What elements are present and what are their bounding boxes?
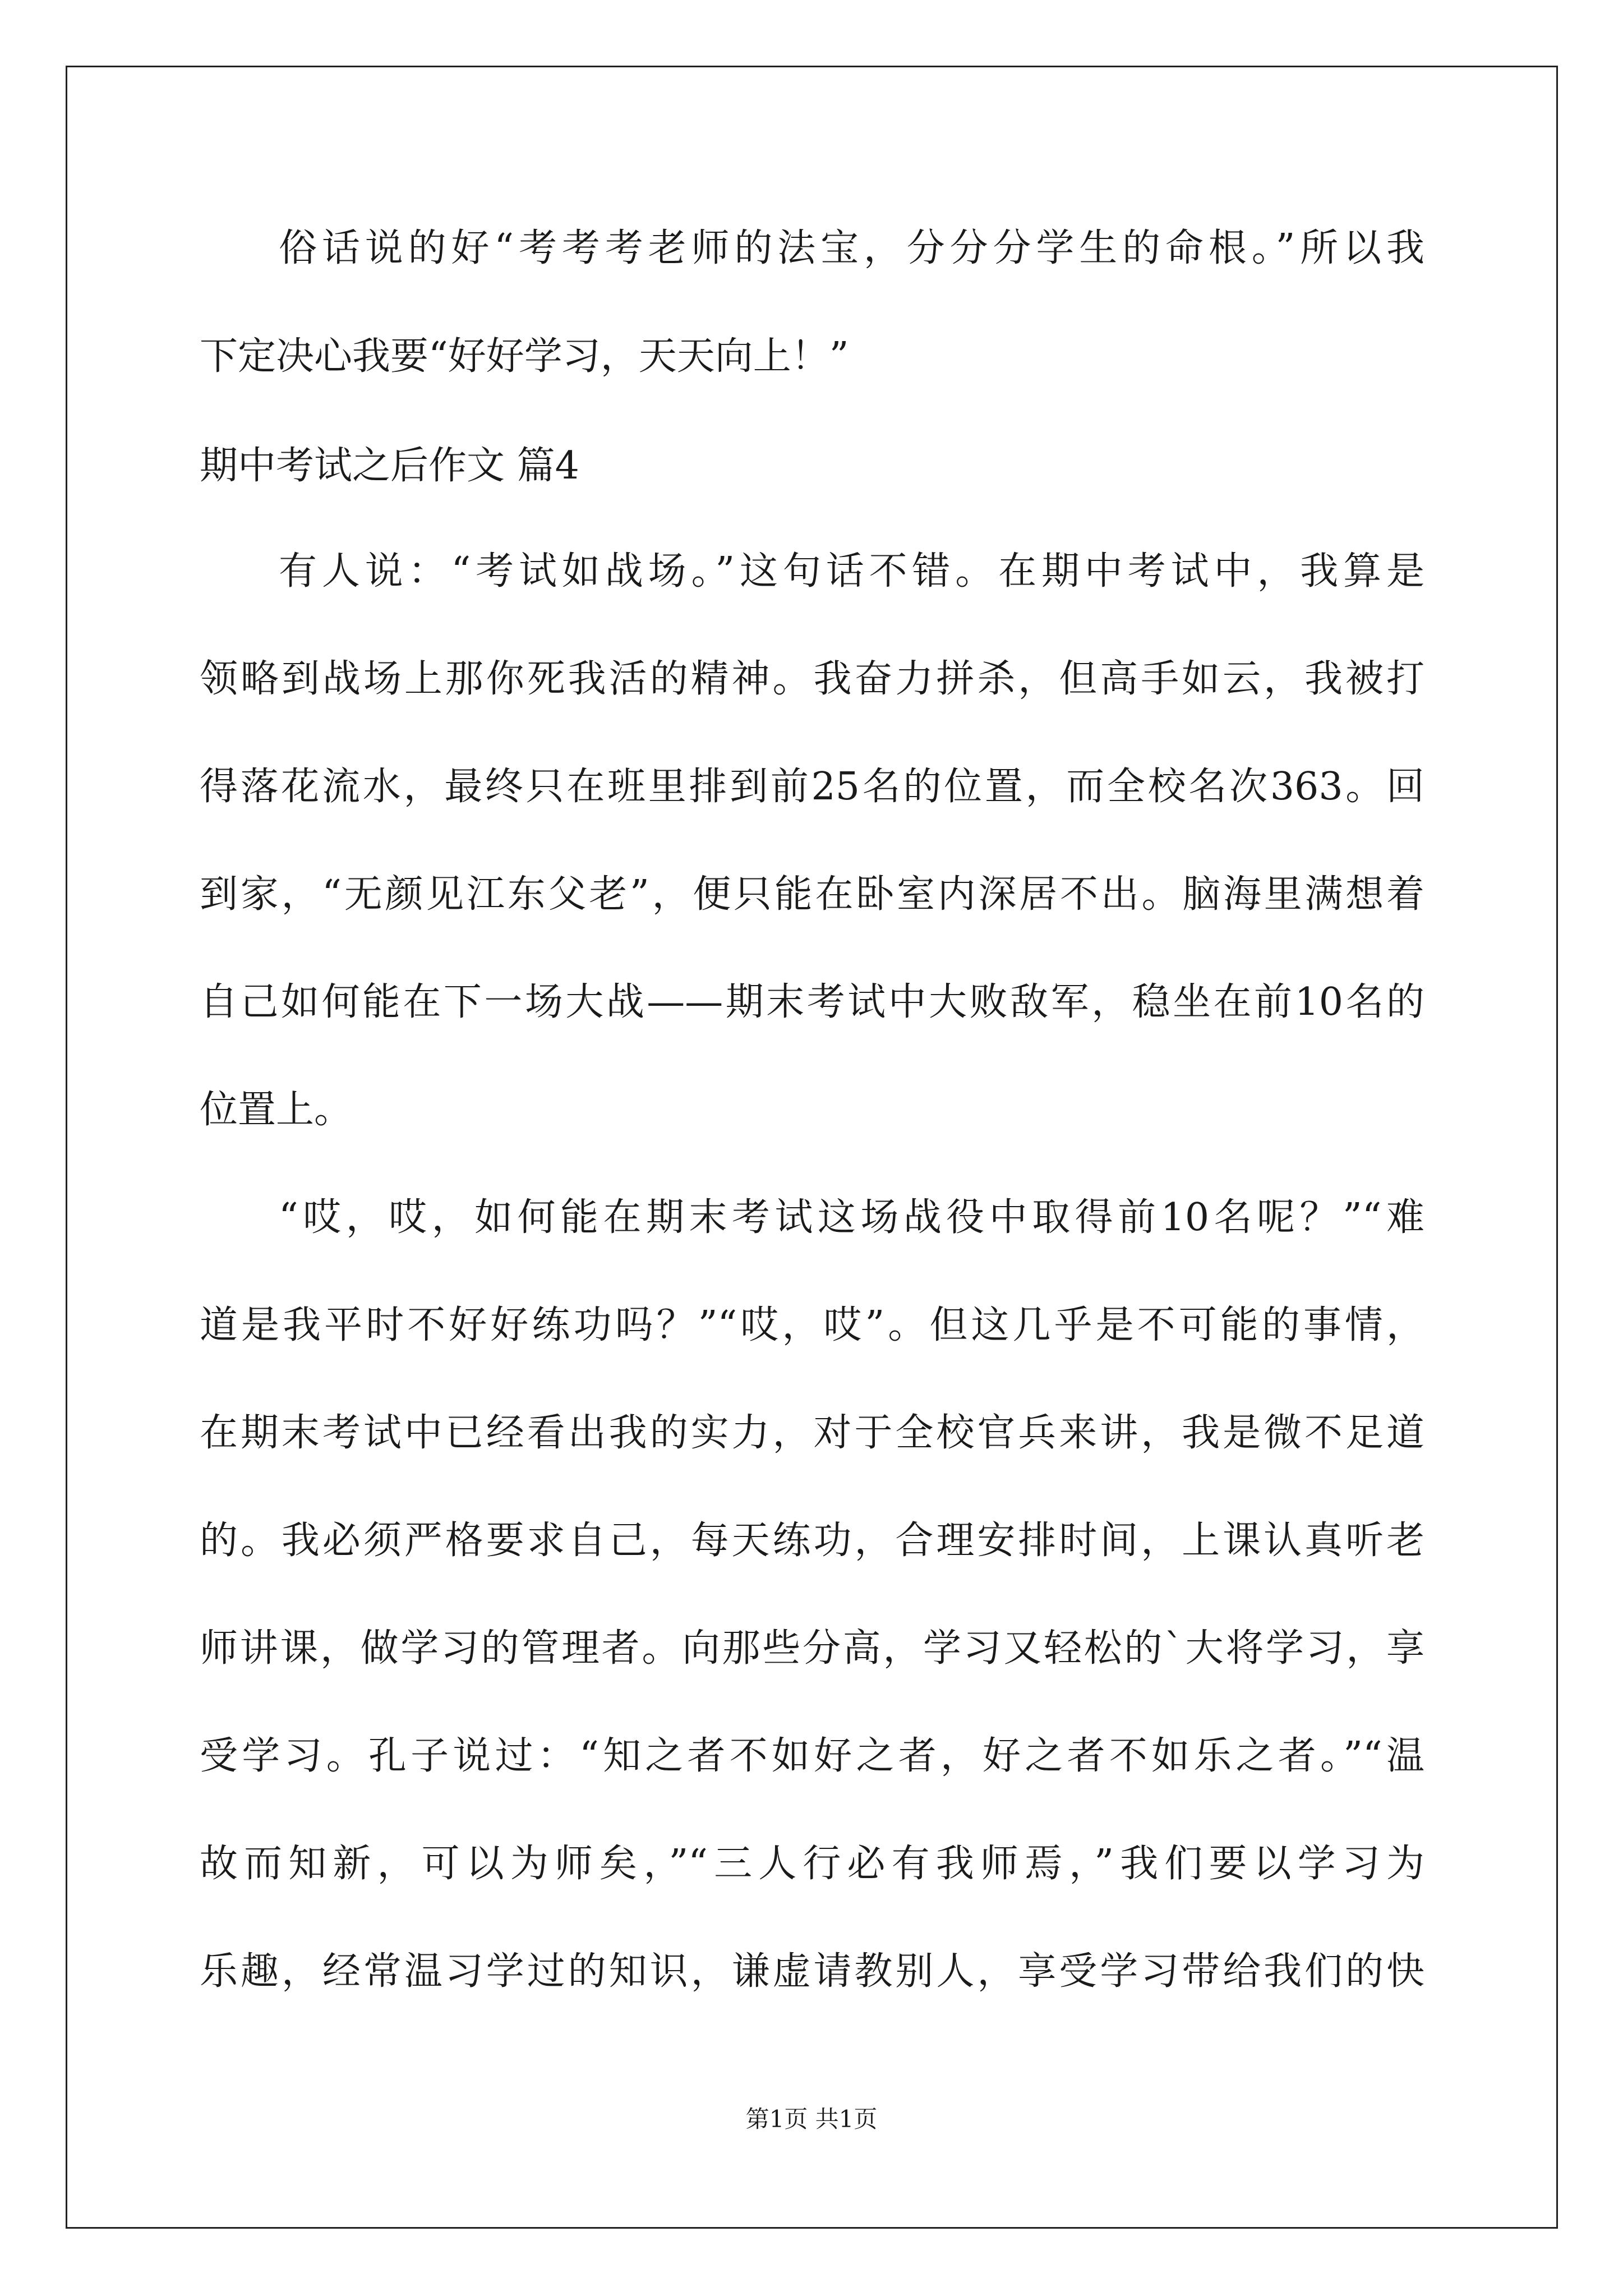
paragraph-line: 有人说：“考试如战场。”这句话不错。在期中考试中，我算是 — [279, 549, 1424, 593]
paragraph-line: 受学习。孔子说过：“知之者不如好之者，好之者不如乐之者。”“温 — [200, 1734, 1424, 1778]
paragraph-line: 得落花流水，最终只在班里排到前25名的位置，而全校名次363。回 — [200, 765, 1424, 809]
paragraph-line: 的。我必须严格要求自己，每天练功，合理安排时间，上课认真听老 — [200, 1519, 1424, 1563]
paragraph-line: 到家，“无颜见江东父老”，便只能在卧室内深居不出。脑海里满想着 — [200, 872, 1424, 917]
paragraph-line: “哎，哎，如何能在期末考试这场战役中取得前10名呢？”“难 — [279, 1195, 1424, 1240]
section-heading: 期中考试之后作文 篇4 — [200, 444, 579, 488]
paragraph-line: 俗话说的好“考考考老师的法宝，分分分学生的命根。”所以我 — [279, 226, 1424, 270]
paragraph-line: 自己如何能在下一场大战——期末考试中大败敌军，稳坐在前10名的 — [200, 980, 1424, 1024]
paragraph-line: 领略到战场上那你死我活的精神。我奋力拼杀，但高手如云，我被打 — [200, 657, 1424, 701]
page-border — [66, 66, 1558, 2229]
paragraph-line: 师讲课，做学习的管理者。向那些分高，学习又轻松的`大将学习，享 — [200, 1626, 1424, 1671]
paragraph-line: 下定决心我要“好好学习，天天向上！” — [200, 334, 849, 379]
page-number-footer: 第1页 共1页 — [745, 2105, 878, 2133]
paragraph-line: 在期末考试中已经看出我的实力，对于全校官兵来讲，我是微不足道 — [200, 1411, 1424, 1455]
paragraph-line: 乐趣，经常温习学过的知识，谦虚请教别人，享受学习带给我们的快 — [200, 1949, 1424, 1994]
paragraph-line: 故而知新，可以为师矣，”“三人行必有我师焉，”我们要以学习为 — [200, 1842, 1424, 1886]
paragraph-line: 位置上。 — [200, 1088, 353, 1132]
paragraph-line: 道是我平时不好好练功吗？”“哎，哎”。但这几乎是不可能的事情， — [200, 1303, 1424, 1347]
